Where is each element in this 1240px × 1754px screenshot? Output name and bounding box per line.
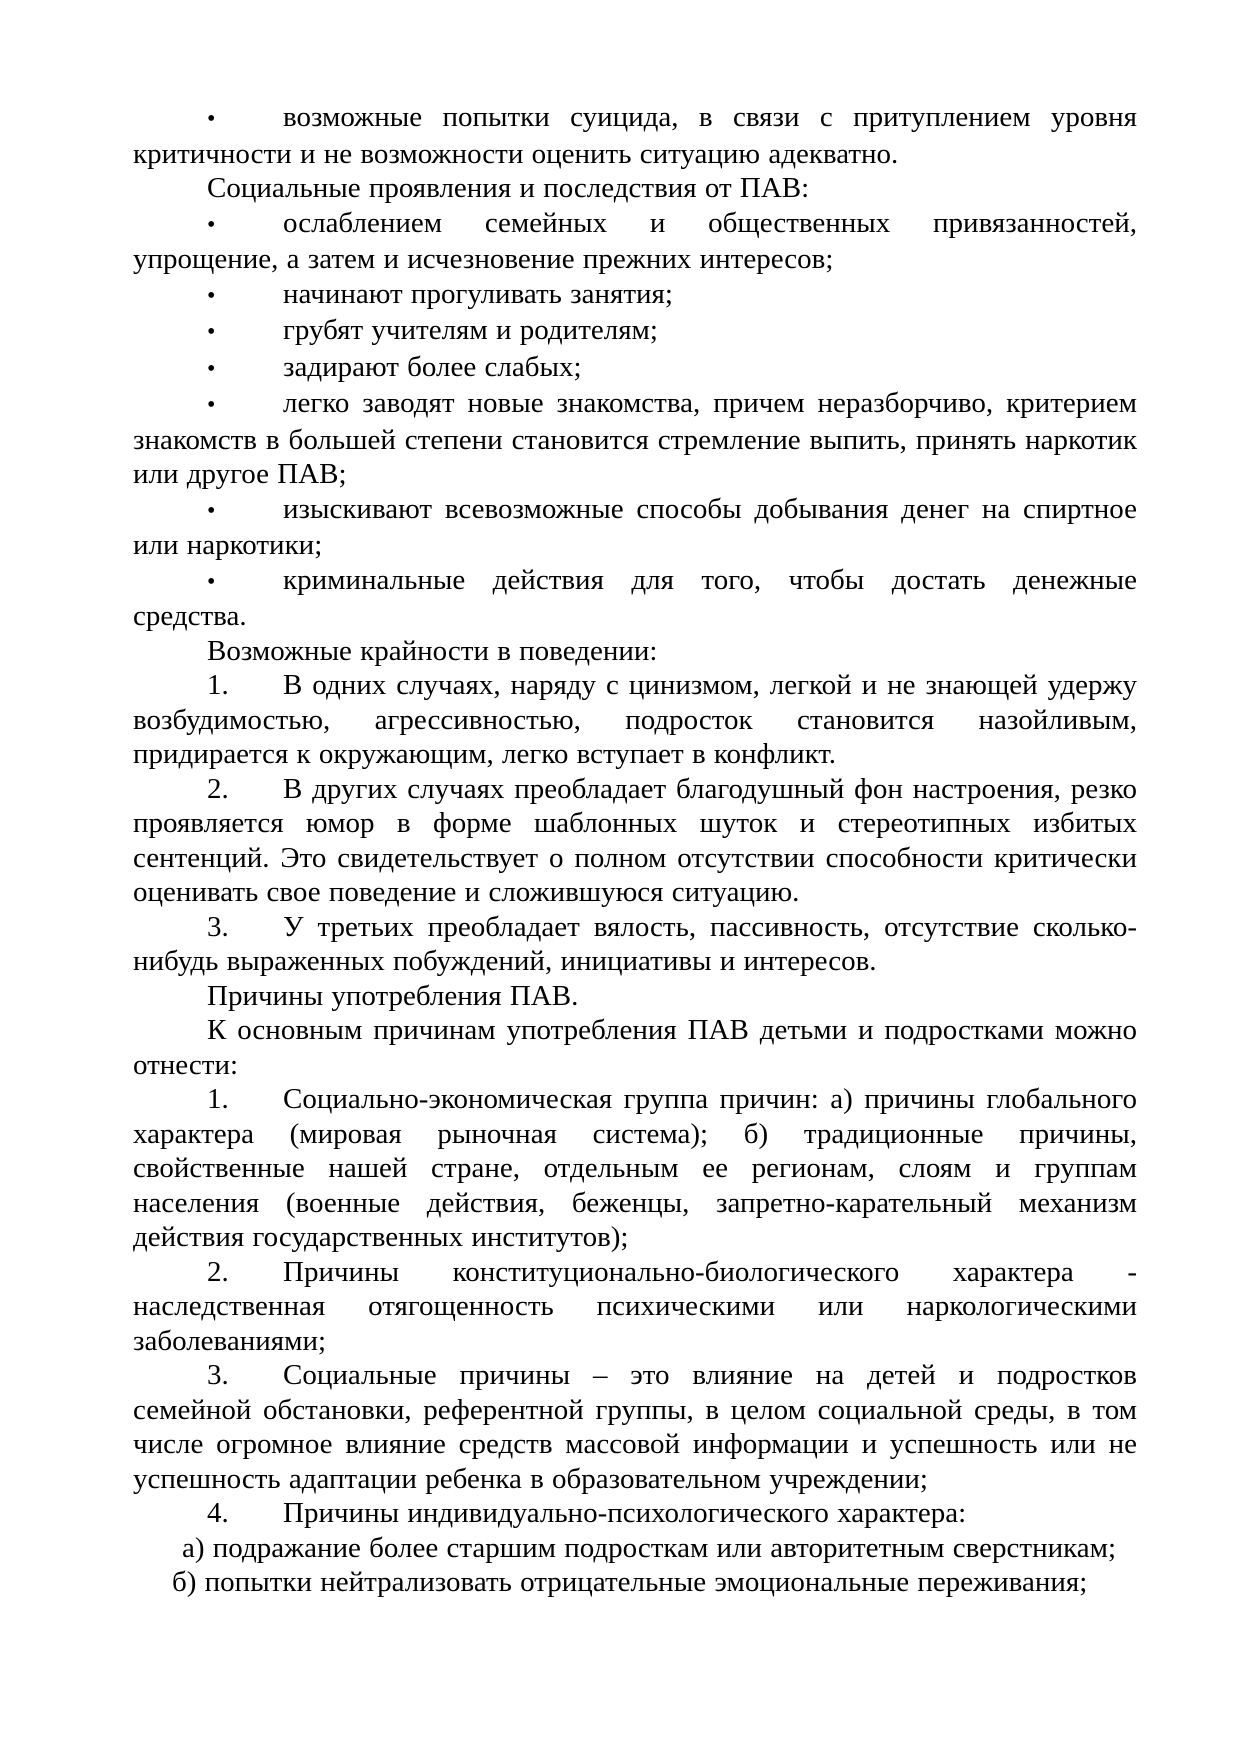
text-run: начинают прогуливать занятия; [283, 277, 673, 310]
bullet-item [133, 350, 1137, 387]
text-run: Причины употребления ПАВ. [207, 979, 579, 1012]
item-number: 4. [207, 1497, 229, 1529]
bullet-item [133, 386, 1137, 492]
bullet-icon: • [207, 568, 216, 595]
sub-item [133, 1531, 1137, 1566]
document-body [133, 100, 1137, 1600]
bullet-icon: • [207, 392, 216, 418]
bullet-item [133, 313, 1137, 350]
item-number: 2. [207, 772, 229, 805]
text-run: Социально-экономическая группа причин: а) причины глобального характера (мировая рыночная система); б) традиционные причины, свойственные нашей стране, отдельным ее регионам, слоям и группам населения (военные действия, беженцы, запретно-карательный механизм действия государственных институтов); [133, 1083, 1137, 1253]
text-run: Возможные крайности в поведении: [207, 634, 658, 667]
numbered-item [133, 1496, 1137, 1531]
bullet-icon: • [207, 282, 216, 309]
paragraph [133, 634, 1137, 669]
bullet-icon: • [207, 355, 216, 382]
item-number: 1. [207, 1083, 229, 1115]
text-run: В одних случаях, наряду с цинизмом, легкой и не знающей удержу возбудимостью, агрессивностью, подросток становится назойливым, придирается к окружающим, легко вступает в конфликт. [133, 669, 1137, 770]
text-run: возможные попытки суицида, в связи с притуплением уровня критичности и не возможности оценить ситуацию адекватно. [133, 101, 1137, 170]
text-run: легко заводят новые знакомства, причем неразборчиво, критерием знакомств в большей степени становится стремление выпить, принять наркотик или другое ПАВ; [133, 387, 1137, 490]
text-run: а) подражание более старшим подросткам или авторитетным сверстникам; [182, 1531, 1117, 1564]
text-run: грубят учителям и родителям; [283, 314, 658, 346]
text-run: криминальные действия для того, чтобы достать денежные средства. [133, 563, 1137, 632]
bullet-item [133, 100, 1137, 171]
numbered-item [133, 1082, 1137, 1255]
text-run: Причины конституционально-биологического характера - наследственная отягощенность психическими или наркологическими заболеваниями; [133, 1255, 1137, 1357]
text-run: В других случаях преобладает благодушный фон настроения, резко проявляется юмор в форме шаблонных шуток и стереотипных избитых сентенций. Это свидетельствует о полном отсутствии способности критически оценивать свое поведение и сложившуюся ситуацию. [133, 772, 1137, 908]
paragraph [133, 171, 1137, 206]
sub-item [133, 1565, 1137, 1600]
text-run: У третьих преобладает вялость, пассивность, отсутствие сколько-нибудь выраженных побуждений, инициативы и интересов. [133, 910, 1137, 977]
item-number: 1. [207, 669, 229, 701]
text-run: К основным причинам употребления ПАВ детьми и подростками можно отнести: [133, 1014, 1137, 1081]
bullet-item [133, 563, 1137, 634]
numbered-item [133, 1255, 1137, 1359]
bullet-icon: • [207, 497, 216, 524]
bullet-icon: • [207, 319, 216, 345]
numbered-item [133, 668, 1137, 772]
text-run: задирают более слабых; [283, 350, 582, 383]
item-number: 3. [207, 1359, 229, 1391]
bullet-icon: • [207, 211, 216, 238]
bullet-item [133, 492, 1137, 563]
text-run: б) попытки нейтрализовать отрицательные эмоциональные переживания; [172, 1566, 1088, 1598]
text-run: изыскивают всевозможные способы добывания денег на спиртное или наркотики; [133, 492, 1137, 561]
text-run: Социальные проявления и последствия от ПАВ: [207, 172, 810, 204]
item-number: 3. [207, 910, 229, 943]
text-run: Причины индивидуально-психологического характера: [283, 1497, 967, 1529]
bullet-item [133, 206, 1137, 277]
paragraph [133, 1013, 1137, 1082]
numbered-item [133, 1358, 1137, 1496]
item-number: 2. [207, 1255, 229, 1288]
text-run: ослаблением семейных и общественных привязанностей, упрощение, а затем и исчезновение прежних интересов; [133, 206, 1137, 275]
numbered-item [133, 910, 1137, 979]
paragraph [133, 979, 1137, 1014]
text-run: Социальные причины – это влияние на детей и подростков семейной обстановки, референтной группы, в целом социальной среды, в том числе огромное влияние средств массовой информации и успешность или не успешность адаптации ребенка в образовательном учреждении; [133, 1359, 1137, 1495]
bullet-item [133, 277, 1137, 314]
bullet-icon: • [207, 106, 216, 132]
numbered-item [133, 772, 1137, 910]
